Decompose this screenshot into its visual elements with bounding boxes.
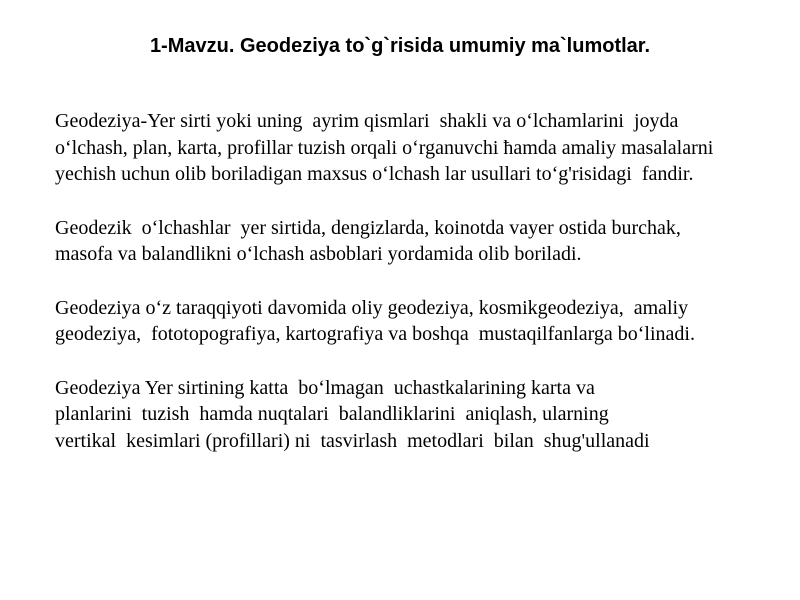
text-line: geodeziya, fototopografiya, kartografiya va boshqa mustaqilfanlarga bo‘linadi. <box>55 323 695 345</box>
text-line: planlarini tuzish hamda nuqtalari balandliklarini aniqlash, ularning <box>55 403 609 425</box>
text-line: Geodezik o‘lchashlar yer sirtida, dengizlarda, koinotda vayer ostida burchak, <box>55 216 681 239</box>
text-line: Geodeziya Yer sirtining katta bo‘lmagan uchastkalarining karta va <box>55 376 595 399</box>
text-line: o‘lchash, plan, karta, profillar tuzish orqali o‘rganuvchi ћamda amaliy masalalarni <box>55 136 714 159</box>
text-line: vertikal kesimlari (profillari) ni tasvirlash metodlari bilan shug'ullanadi <box>55 429 650 452</box>
slide-title: 1-Mavzu. Geodeziya to`g`risida umumiy ma`lumotlar. <box>149 35 651 57</box>
paragraph-scope <box>55 375 795 455</box>
text-line: yechish uchun olib boriladigan maxsus o‘lchash lar usullari to‘g'risidagi fandir. <box>55 163 694 185</box>
text-line: Geodeziya-Yer sirti yoki uning ayrim qismlari shakli va o‘lchamlarini joyda <box>55 110 679 132</box>
paragraph-disciplines <box>55 295 795 348</box>
text-line: masofa va balandlikni o‘lchash asboblari yordamida olib boriladi. <box>55 243 582 265</box>
paragraph-definition <box>55 108 795 188</box>
text-line: Geodeziya o‘z taraqqiyoti davomida oliy geodeziya, kosmikgeodeziya, amaliy <box>55 296 689 319</box>
paragraph-measurements <box>55 215 795 268</box>
slide-body <box>55 108 795 481</box>
